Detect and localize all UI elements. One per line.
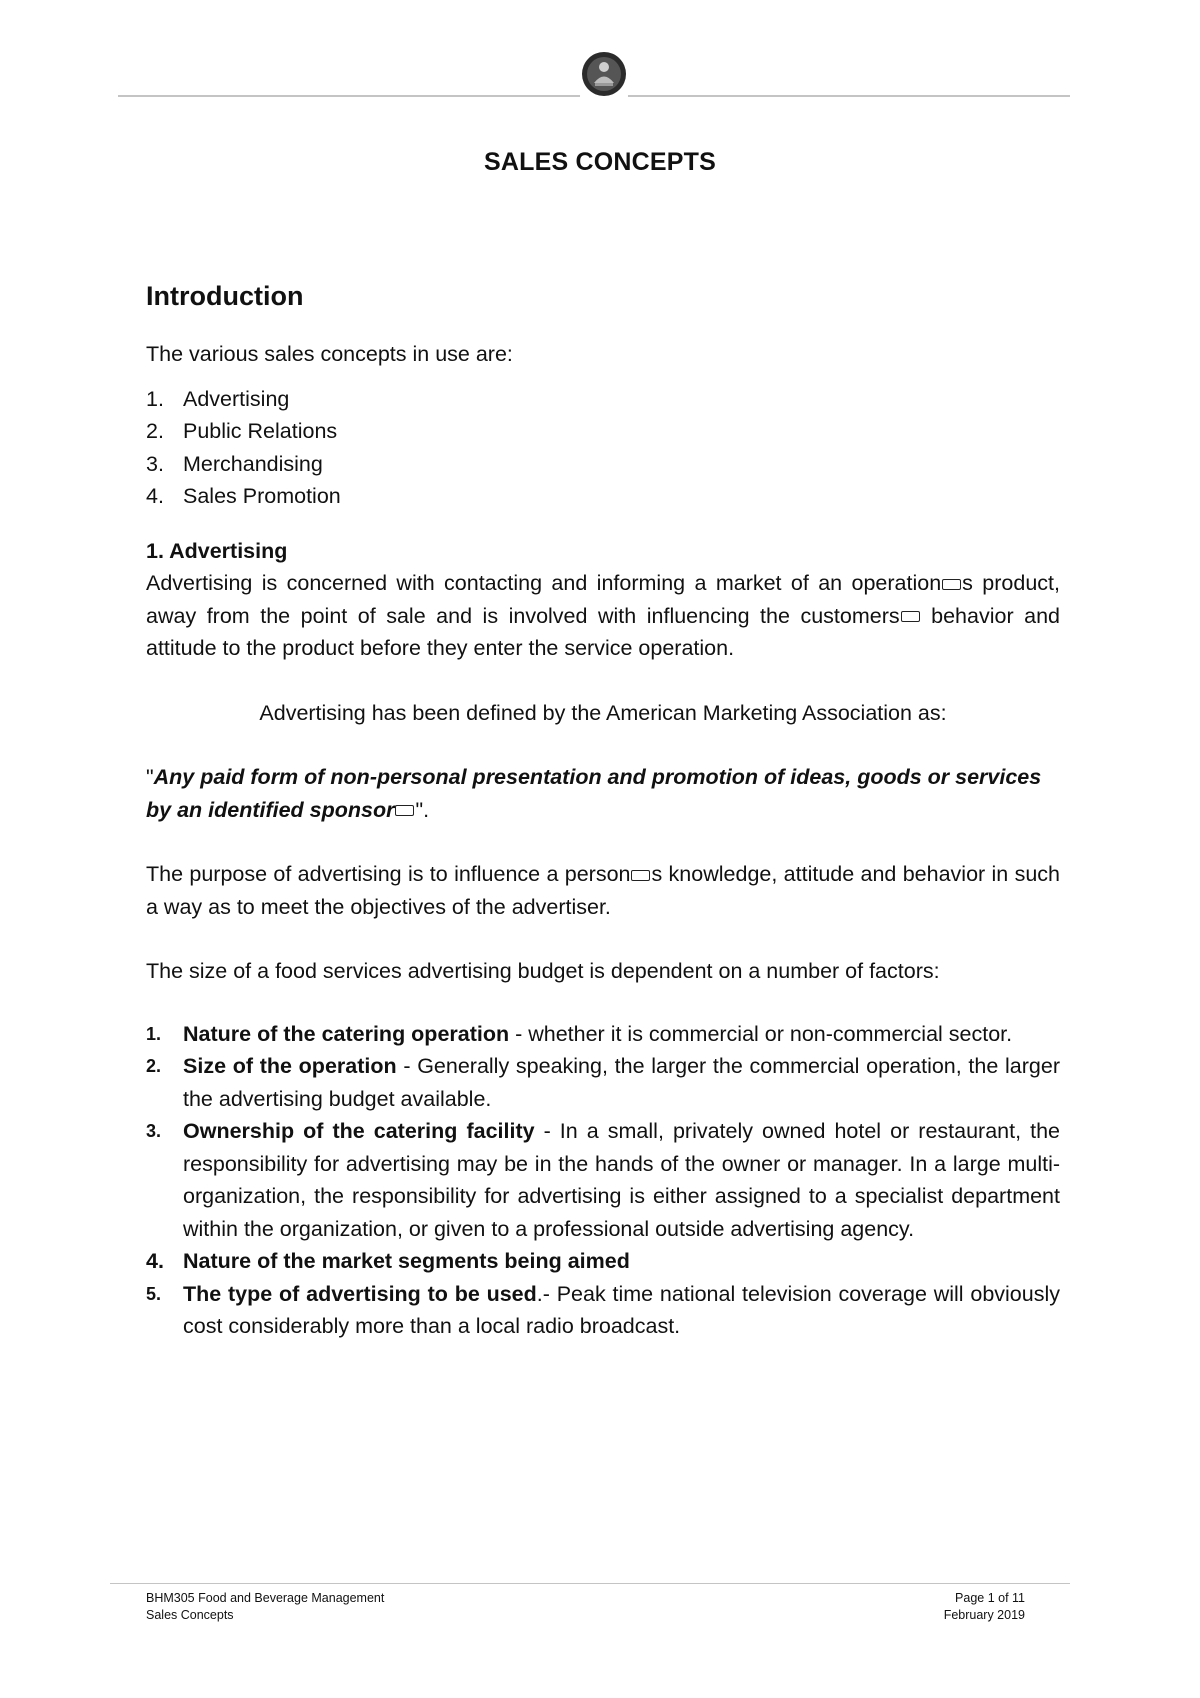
advertising-paragraph: Advertising is concerned with contacting and informing a market of an operation s product, away from the point of sale and is involved with influencing the customers behavior and attitude to the product before they enter the service operation. [146,571,1060,660]
purpose-paragraph: The purpose of advertising is to influence a person s knowledge, attitude and behavior in such a way as to meet the objectives of the advertiser. [146,862,1060,919]
header-rule-left [118,95,580,97]
footer-subject: Sales Concepts [146,1608,234,1622]
list-item: 5. The type of advertising to be used.- Peak time national television coverage will obviously cost considerably more than a local radio broadcast. [146,1281,1060,1338]
institution-logo-icon [580,50,628,98]
concepts-list [146,383,1060,513]
section-heading: Introduction [146,281,304,311]
list-item: 4. Sales Promotion [146,484,341,508]
factors-list [146,1018,1060,1343]
footer-page-number: Page 1 of 11 [955,1591,1025,1605]
list-item: 1. Nature of the catering operation - whether it is commercial or non-commercial sector. [146,1021,1013,1046]
footer-right [944,1590,1025,1624]
missing-glyph-icon [631,870,650,881]
footer-course: BHM305 Food and Beverage Management [146,1591,385,1605]
footer-rule [110,1583,1070,1584]
definition-quote: "Any paid form of non-personal presentation and promotion of ideas, goods or services by an identified sponsor ". [146,765,1042,822]
list-item: 3. Merchandising [146,451,323,476]
budget-intro: The size of a food services advertising budget is dependent on a number of factors: [146,959,940,983]
missing-glyph-icon [901,611,920,622]
document-title: SALES CONCEPTS [484,148,716,176]
missing-glyph-icon [395,805,414,816]
list-item: 4. Nature of the market segments being aimed [146,1249,630,1273]
footer-date: February 2019 [943,1608,1025,1622]
definition-intro: Advertising has been defined by the American Marketing Association as: [259,700,947,725]
intro-text: The various sales concepts in use are: [146,342,513,366]
document-body [146,276,1060,1343]
header-rule-right [628,95,1070,97]
list-item: 3. Ownership of the catering facility - In a small, privately owned hotel or restaurant, the responsibility for advertising may be in the hands of the owner or manager. In a large multi-organization, the responsibility for advertising is either assigned to a specialist department within the organization, or given to a professional outside advertising agency. [146,1119,1060,1241]
footer-left [146,1590,384,1624]
list-item: 2. Size of the operation - Generally speaking, the larger the commercial operation, the larger the advertising budget available. [146,1054,1060,1111]
list-item: 2. Public Relations [146,419,338,443]
missing-glyph-icon [942,579,961,590]
list-item: 1. Advertising [146,386,290,411]
advertising-heading: 1. Advertising [146,538,288,563]
